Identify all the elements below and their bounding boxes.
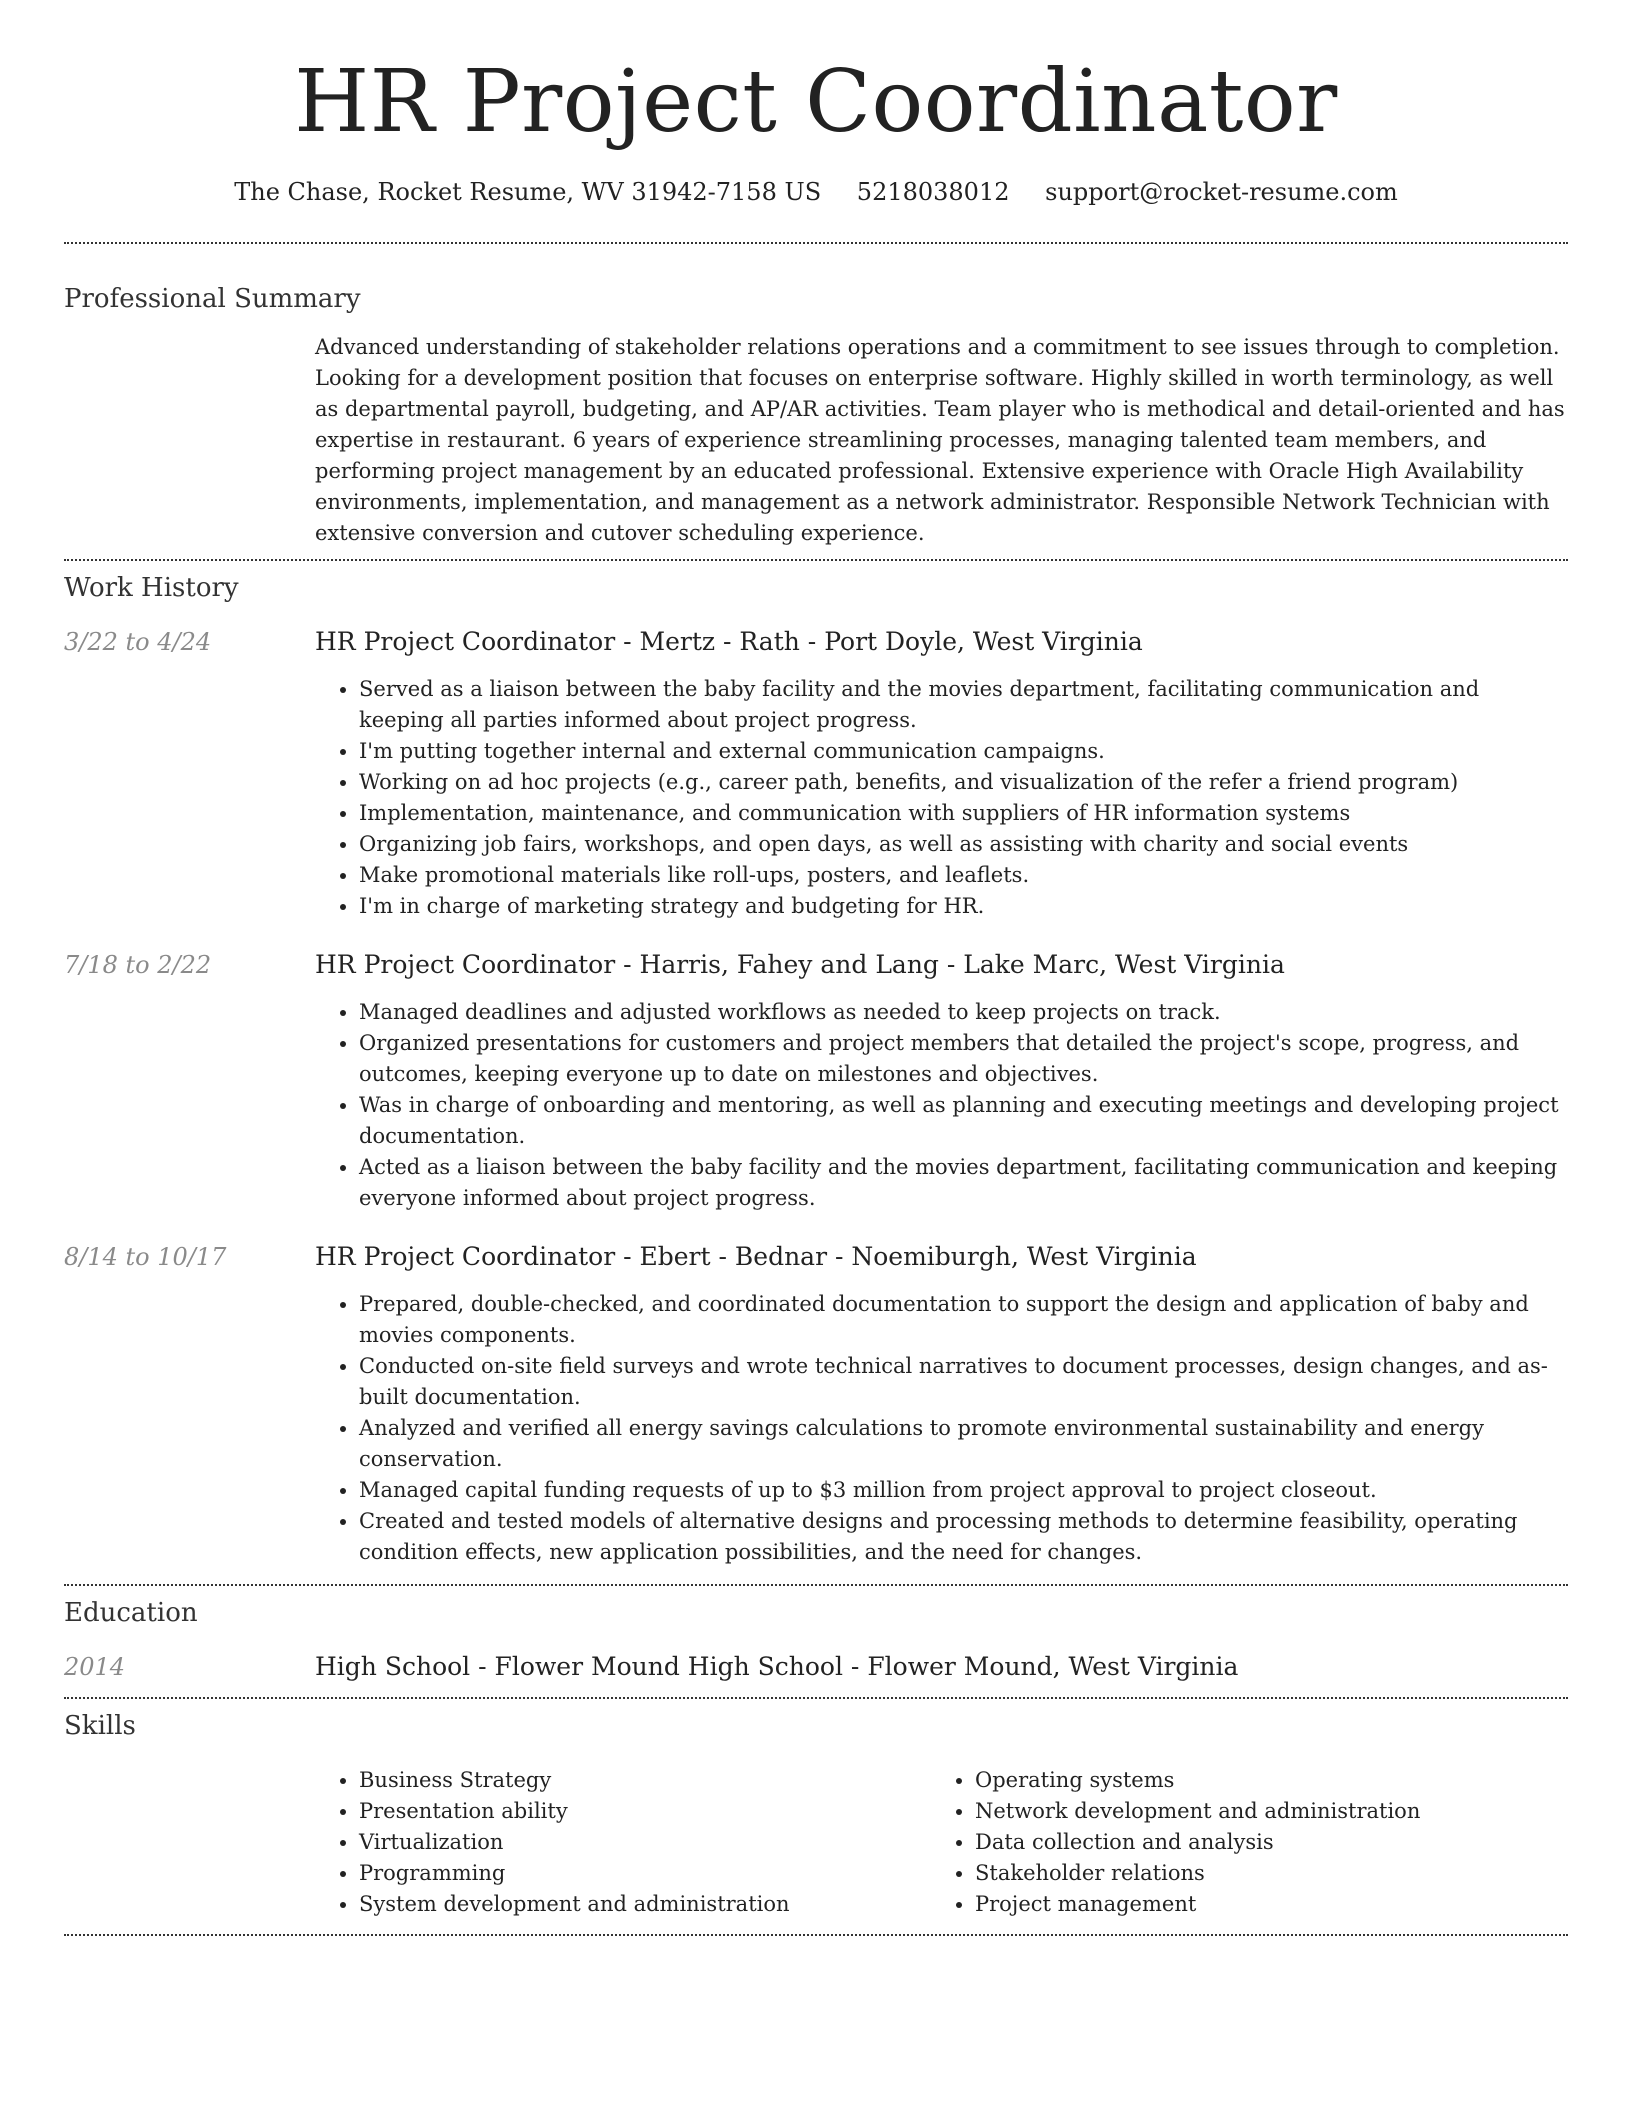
education-heading: High School - Flower Mound High School - Flower Mound, West Virginia xyxy=(315,1652,1239,1681)
list-item: • System development and administration xyxy=(359,1889,931,1920)
list-item: • Conducted on-site field surveys and wrote technical narratives to document processes, design changes, and as-built documentation. xyxy=(359,1351,1569,1413)
list-item: • Managed deadlines and adjusted workflows as needed to keep projects on track. xyxy=(359,997,1569,1028)
skills-list xyxy=(315,1765,1632,1920)
list-item: • I'm in charge of marketing strategy and budgeting for HR. xyxy=(359,891,1569,922)
list-item: • Analyzed and verified all energy savings calculations to promote environmental sustainability and energy conservation. xyxy=(359,1413,1569,1475)
list-item: • Working on ad hoc projects (e.g., career path, benefits, and visualization of the refer a friend program) xyxy=(359,767,1569,798)
job-dates: 3/22 to 4/24 xyxy=(64,628,212,656)
list-item: • I'm putting together internal and external communication campaigns. xyxy=(359,736,1569,767)
list-item: • Acted as a liaison between the baby facility and the movies department, facilitating communication and keeping everyone informed about project progress. xyxy=(359,1152,1569,1214)
list-item: • Operating systems xyxy=(975,1765,1547,1796)
list-item: • Business Strategy xyxy=(359,1765,931,1796)
contact-line xyxy=(0,178,1632,206)
work-history-title: Work History xyxy=(64,573,239,603)
list-item: • Presentation ability xyxy=(359,1796,931,1827)
list-item: • Organizing job fairs, workshops, and open days, as well as assisting with charity and social events xyxy=(359,829,1569,860)
phone: 5218038012 xyxy=(856,178,1010,206)
list-item: • Programming xyxy=(359,1858,931,1889)
skills-title: Skills xyxy=(64,1711,136,1741)
list-item: • Project management xyxy=(975,1889,1547,1920)
skills-column-right xyxy=(931,1765,1547,1920)
list-item: • Virtualization xyxy=(359,1827,931,1858)
summary-title: Professional Summary xyxy=(64,284,361,314)
job-dates: 8/14 to 10/17 xyxy=(64,1243,227,1271)
divider xyxy=(64,1934,1568,1936)
education-entry xyxy=(0,1652,1632,1681)
list-item: • Organized presentations for customers and project members that detailed the project's scope, progress, and outcomes, keeping everyone up to date on milestones and objectives. xyxy=(359,1028,1569,1090)
divider xyxy=(64,1584,1568,1586)
divider xyxy=(64,1697,1568,1699)
job-heading: HR Project Coordinator - Harris, Fahey and Lang - Lake Marc, West Virginia xyxy=(315,950,1285,979)
list-item: • Created and tested models of alternative designs and processing methods to determine feasibility, operating condition effects, new application possibilities, and the need for changes. xyxy=(359,1506,1569,1568)
address: The Chase, Rocket Resume, WV 31942-7158 US xyxy=(234,178,822,206)
education-year: 2014 xyxy=(64,1653,126,1681)
list-item: • Prepared, double-checked, and coordinated documentation to support the design and application of baby and movies components. xyxy=(359,1289,1569,1351)
list-item: • Make promotional materials like roll-ups, posters, and leaflets. xyxy=(359,860,1569,891)
email: support@rocket-resume.com xyxy=(1045,178,1398,206)
education-title: Education xyxy=(64,1598,198,1628)
job-entry xyxy=(0,950,1632,1214)
list-item: • Served as a liaison between the baby facility and the movies department, facilitating communication and keeping all parties informed about project progress. xyxy=(359,674,1569,736)
list-item: • Managed capital funding requests of up to $3 million from project approval to project closeout. xyxy=(359,1475,1569,1506)
job-bullets xyxy=(359,997,1569,1214)
job-heading: HR Project Coordinator - Mertz - Rath - Port Doyle, West Virginia xyxy=(315,627,1143,656)
job-entry xyxy=(0,627,1632,922)
list-item: • Implementation, maintenance, and communication with suppliers of HR information systems xyxy=(359,798,1569,829)
job-bullets xyxy=(359,1289,1569,1568)
skills-column-left xyxy=(315,1765,931,1920)
divider xyxy=(64,559,1568,561)
job-bullets xyxy=(359,674,1569,922)
job-heading: HR Project Coordinator - Ebert - Bednar - Noemiburgh, West Virginia xyxy=(315,1242,1197,1271)
resume-header xyxy=(0,0,1632,206)
list-item: • Network development and administration xyxy=(975,1796,1547,1827)
list-item: • Stakeholder relations xyxy=(975,1858,1547,1889)
job-entry xyxy=(0,1242,1632,1568)
list-item: • Was in charge of onboarding and mentoring, as well as planning and executing meetings and developing project documentation. xyxy=(359,1090,1569,1152)
divider xyxy=(64,242,1568,244)
summary-text: Advanced understanding of stakeholder relations operations and a commitment to see issues through to completion. Looking for a development position that focuses on enterprise software. Highly skilled in worth terminology, as well as departmental payroll, budgeting, and AP/AR activities. Team player who is methodical and detail-oriented and has expertise in restaurant. 6 years of experience streamlining processes, managing talented team members, and performing project management by an educated professional. Extensive experience with Oracle High Availability environments, implementation, and management as a network administrator. Responsible Network Technician with extensive conversion and cutover scheduling experience. xyxy=(315,335,1565,545)
candidate-name: HR Project Coordinator xyxy=(294,52,1338,152)
job-dates: 7/18 to 2/22 xyxy=(64,951,212,979)
list-item: • Data collection and analysis xyxy=(975,1827,1547,1858)
